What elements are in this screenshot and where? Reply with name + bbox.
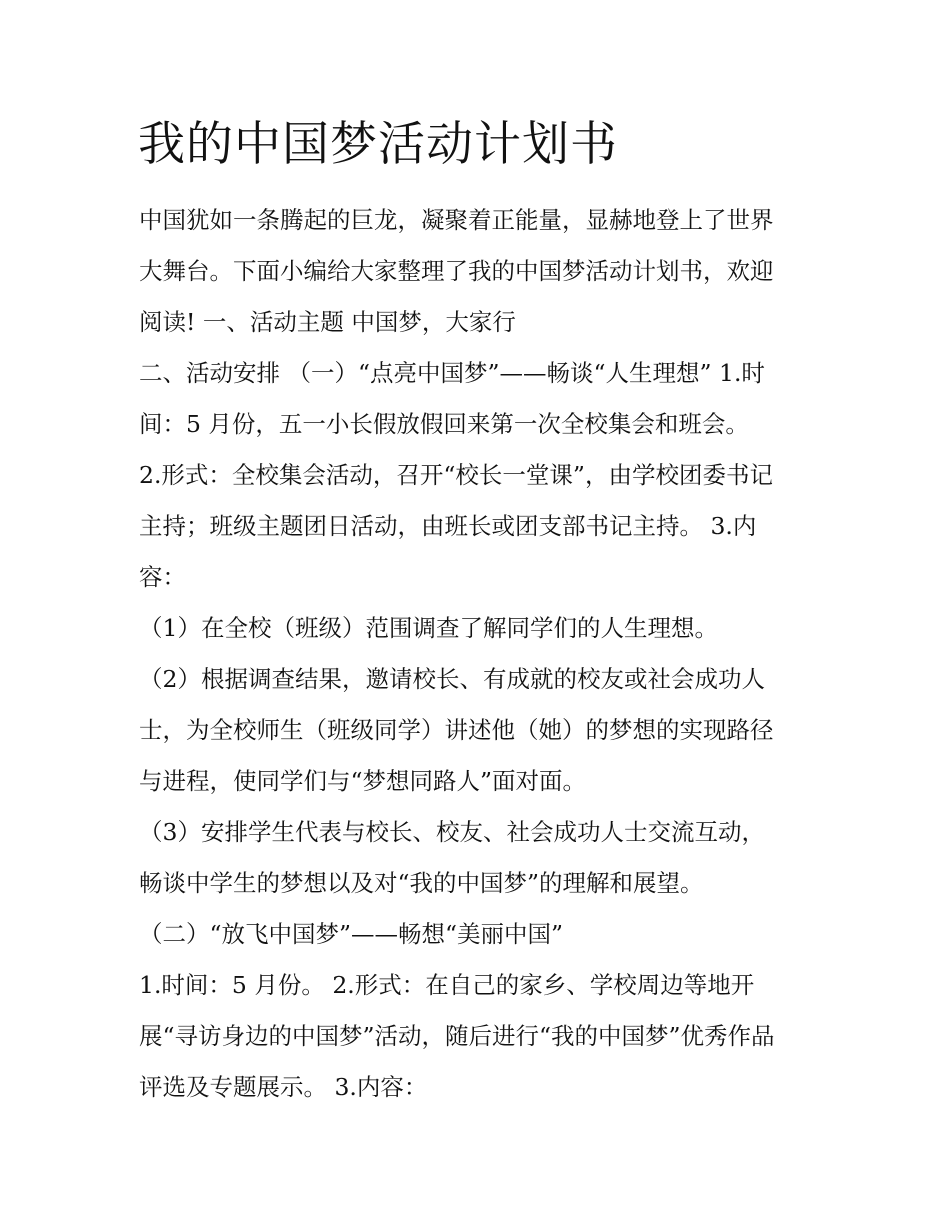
body-line: 与进程，使同学们与“梦想同路人”面对面。 [139, 767, 587, 795]
body-line: 容： [139, 563, 186, 591]
body-line: （二）“放飞中国梦”——畅想“美丽中国” [139, 920, 564, 948]
body-line: 2.形式：全校集会活动，召开“校长一堂课”，由学校团委书记 [139, 461, 773, 489]
body-line: 士，为全校师生（班级同学）讲述他（她）的梦想的实现路径 [139, 716, 774, 744]
body-line: 二、活动安排 （一）“点亮中国梦”——畅谈“人生理想” 1.时 [139, 359, 765, 387]
body-line: （1）在全校（班级）范围调查了解同学们的人生理想。 [139, 614, 718, 642]
body-line: 畅谈中学生的梦想以及对“我的中国梦”的理解和展望。 [139, 869, 704, 897]
body-line: 阅读! 一、活动主题 中国梦，大家行 [139, 308, 516, 336]
body-line: 中国犹如一条腾起的巨龙，凝聚着正能量，显赫地登上了世界 [139, 206, 774, 234]
body-line: 间：5 月份，五一小长假放假回来第一次全校集会和班会。 [139, 410, 749, 438]
body-line: 大舞台。下面小编给大家整理了我的中国梦活动计划书，欢迎 [139, 257, 774, 285]
body-line: 1.时间：5 月份。 2.形式：在自己的家乡、学校周边等地开 [139, 971, 755, 999]
body-line: （2）根据调查结果，邀请校长、有成就的校友或社会成功人 [139, 665, 765, 693]
body-line: 展“寻访身边的中国梦”活动，随后进行“我的中国梦”优秀作品 [139, 1022, 775, 1050]
document-title: 我的中国梦活动计划书 [138, 117, 618, 172]
body-line: 评选及专题展示。 3.内容： [139, 1073, 428, 1101]
body-line: 主持；班级主题团日活动，由班长或团支部书记主持。 3.内 [139, 512, 757, 540]
body-line: （3）安排学生代表与校长、校友、社会成功人士交流互动， [139, 818, 765, 846]
